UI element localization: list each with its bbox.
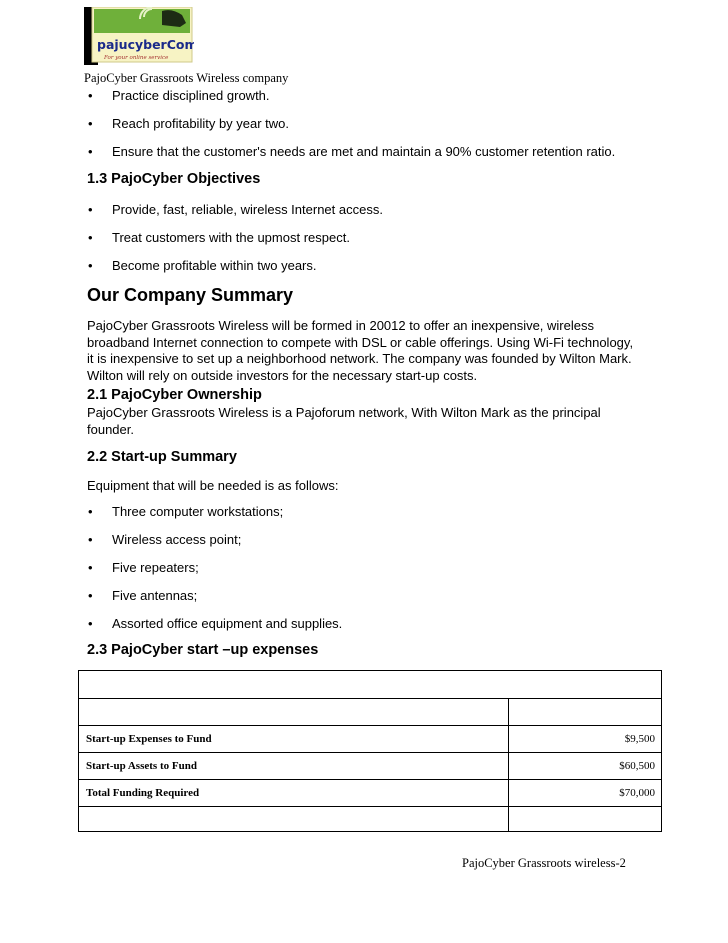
bullet-icon: • xyxy=(88,616,93,631)
bullet-icon: • xyxy=(88,116,93,131)
table-row xyxy=(79,806,661,831)
bullet-icon: • xyxy=(88,144,93,159)
table-row: Start-up Expenses to Fund $9,500 xyxy=(79,725,661,752)
table-row xyxy=(79,698,661,725)
page-footer: PajoCyber Grassroots wireless-2 xyxy=(462,856,626,870)
table-row: Total Funding Required $70,000 xyxy=(79,779,661,806)
bullet-icon: • xyxy=(88,230,93,245)
bullet-icon: • xyxy=(88,532,93,547)
bullet-icon: • xyxy=(88,202,93,217)
bullet-icon: • xyxy=(88,504,93,519)
summary-paragraph: PajoCyber Grassroots Wireless will be formed in 20012 to offer an inexpensive, wireless broadband Internet connection to compete with DSL or cable offerings. Using Wi-Fi technology, it is inexpensive to set up a neighborhood network. The company was founded by Wilton Mark. Wilton will rely on outside investors for the necessary start-up costs. xyxy=(87,318,634,383)
expenses-heading: 2.3 PajoCyber start –up expenses xyxy=(87,642,319,658)
bullet-icon: • xyxy=(88,258,93,273)
logo-text: pajucyberCom xyxy=(97,37,194,52)
ownership-paragraph: PajoCyber Grassroots Wireless is a Pajoforum network, With Wilton Mark as the principal founder. xyxy=(87,405,601,437)
company-line: PajoCyber Grassroots Wireless company xyxy=(84,71,289,85)
startup-heading: 2.2 Start-up Summary xyxy=(87,449,237,465)
startup-intro: Equipment that will be needed is as follows: xyxy=(87,478,339,493)
table-row: Start-up Assets to Fund $60,500 xyxy=(79,752,661,779)
table-column-divider xyxy=(508,698,509,831)
ownership-heading: 2.1 PajoCyber Ownership xyxy=(87,387,262,403)
company-logo xyxy=(84,7,194,67)
objectives-heading: 1.3 PajoCyber Objectives xyxy=(87,171,261,187)
expenses-table xyxy=(78,670,662,832)
logo-tagline: For your online service xyxy=(104,55,169,61)
summary-heading: Our Company Summary xyxy=(87,285,294,305)
bullet-icon: • xyxy=(88,588,93,603)
bullet-icon: • xyxy=(88,560,93,575)
bullet-icon: • xyxy=(88,88,93,103)
logo-graphic xyxy=(84,7,194,67)
